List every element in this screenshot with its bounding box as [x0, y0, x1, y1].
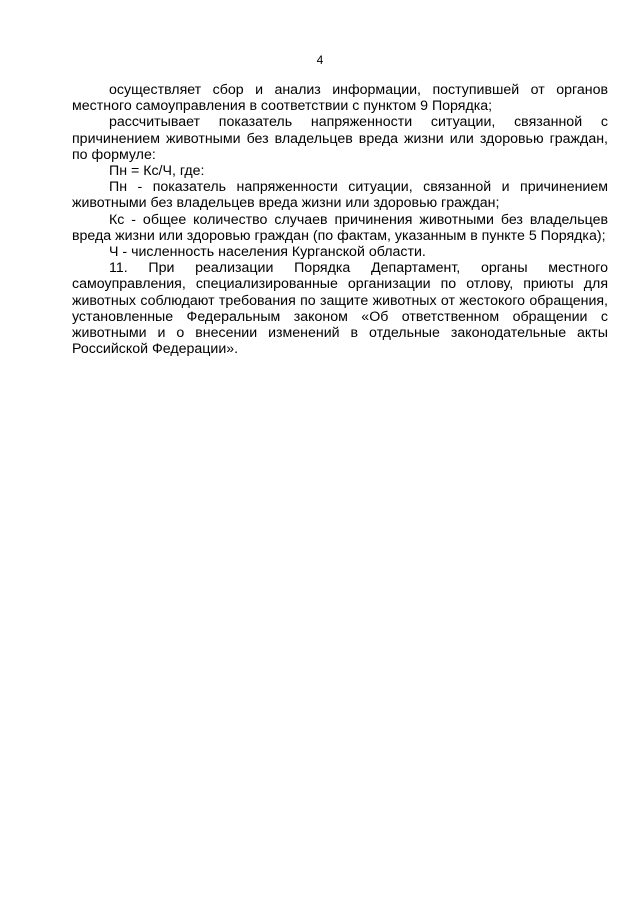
- paragraph-pn-definition: Пн - показатель напряженности ситуации, связанной и причинением животными без владельцев вреда жизни или здоровью граждан;: [72, 179, 608, 212]
- paragraph-item-11: 11. При реализации Порядка Департамент, органы местного самоуправления, специализированные организации по отлову, приюты для животных соблюдают требования по защите животных от жестокого обращения, установленные Федеральным законом «Об ответственном обращении с животными и о внесении изменений в отдельные законодательные акты Российской Федерации».: [72, 260, 608, 358]
- paragraph-formula: Пн = Кс/Ч, где:: [109, 163, 205, 180]
- paragraph-ch-definition: Ч - численность населения Курганской области.: [109, 244, 426, 261]
- paragraph-ks-definition: Кс - общее количество случаев причинения животными без владельцев вреда жизни или здоровью граждан (по фактам, указанным в пункте 5 Порядка);: [72, 211, 608, 244]
- document-body: [72, 82, 608, 357]
- page-number: 4: [316, 53, 324, 67]
- paragraph-collection-analysis: осуществляет сбор и анализ информации, поступившей от органов местного самоуправления в соответствии с пунктом 9 Порядка;: [72, 82, 608, 115]
- paragraph-calculation: рассчитывает показатель напряженности ситуации, связанной с причинением животными без владельцев вреда жизни или здоровью граждан, по формуле:: [72, 114, 608, 163]
